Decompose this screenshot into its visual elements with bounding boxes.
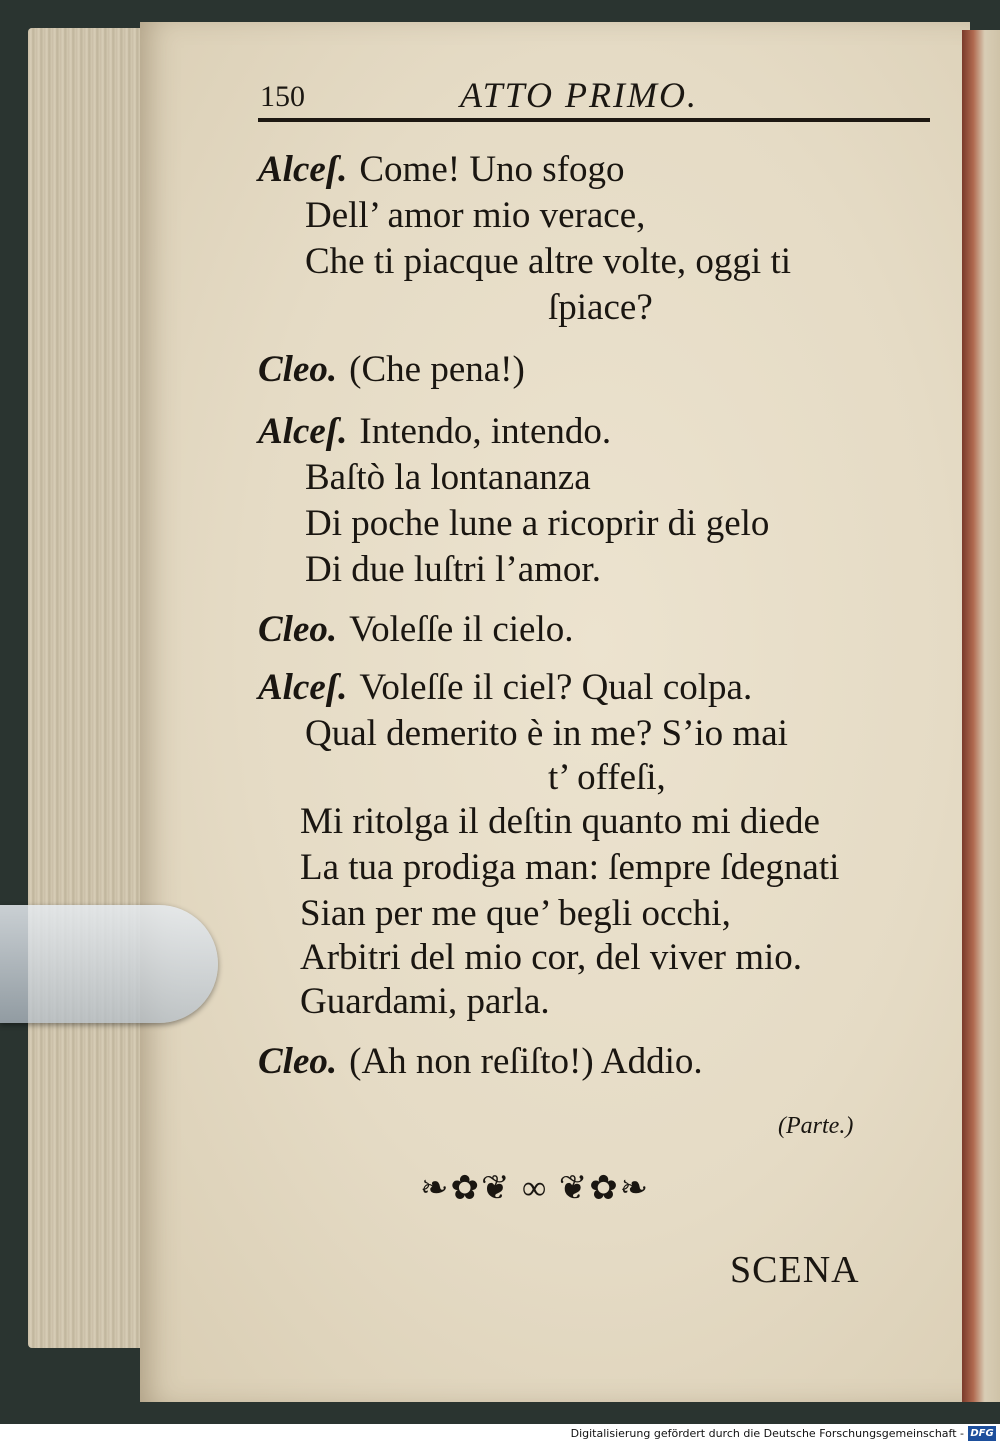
funding-notice: Digitalisierung gefördert durch die Deutsche Forschungsgemeinschaft - [570,1427,964,1440]
text-line [258,608,574,651]
text-line [305,194,645,237]
line-text: Come! Uno sfogo [359,149,625,190]
running-title: ATTO PRIMO. [460,75,698,115]
line-text: t’ offeſi, [548,757,666,798]
line-text: Di poche lune a ricoprir di gelo [305,503,770,544]
text-line [305,712,788,755]
text-line [258,1040,703,1083]
line-text: Dell’ amor mio verace, [305,195,646,236]
speaker-name: Cleo. [258,1041,338,1082]
text-line [305,240,791,283]
page-header [260,74,930,118]
text-line [548,286,653,329]
dfg-logo-icon: DFG [968,1426,996,1441]
line-text: Guardami, parla. [300,981,550,1022]
page-number: 150 [260,80,305,113]
header-rule [258,118,930,122]
text-line [300,936,802,979]
text-line [305,456,591,499]
line-text: Mi ritolga il deſtin quanto mi diede [300,801,820,842]
text-line [258,666,752,709]
line-text: Che ti piacque altre volte, oggi ti [305,241,792,282]
text-line [258,148,625,191]
stage-direction: (Parte.) [778,1113,854,1139]
speaker-name: Alceſ. [258,667,348,708]
page-holder-ruler [0,905,218,1023]
line-text: La tua prodiga man: ſempre ſdegnati [300,847,840,888]
text-line [258,410,611,453]
text-line [300,800,820,843]
speaker-name: Cleo. [258,609,338,650]
line-text: Intendo, intendo. [359,411,612,452]
line-text: (Ah non reſiſto!) Addio. [349,1041,703,1082]
page-edges [28,28,148,1348]
line-text: (Che pena!) [349,349,525,390]
line-text: ſpiace? [548,287,653,328]
catchword: SCENA [730,1249,860,1291]
text-line [300,892,731,935]
footer-bar [0,1424,1000,1444]
text-line [300,846,839,889]
speaker-name: Alceſ. [258,149,348,190]
next-page-edge [962,30,1000,1402]
line-text: Voleſſe il cielo. [349,609,574,650]
line-text: Sian per me que’ begli occhi, [300,893,731,934]
line-text: Baſtò la lontananza [305,457,591,498]
line-text: Voleſſe il ciel? Qual colpa. [359,667,753,708]
text-line [548,756,666,799]
text-line [305,548,601,591]
line-text: Arbitri del mio cor, del viver mio. [300,937,803,978]
speaker-name: Cleo. [258,349,338,390]
ornament-divider: ❧✿❦ ∞ ❦✿❧ [420,1170,651,1207]
line-text: Qual demerito è in me? S’io mai [305,713,788,754]
text-line [305,502,769,545]
text-line [300,980,550,1023]
line-text: Di due luſtri l’amor. [305,549,601,590]
speaker-name: Alceſ. [258,411,348,452]
text-line [258,348,525,391]
